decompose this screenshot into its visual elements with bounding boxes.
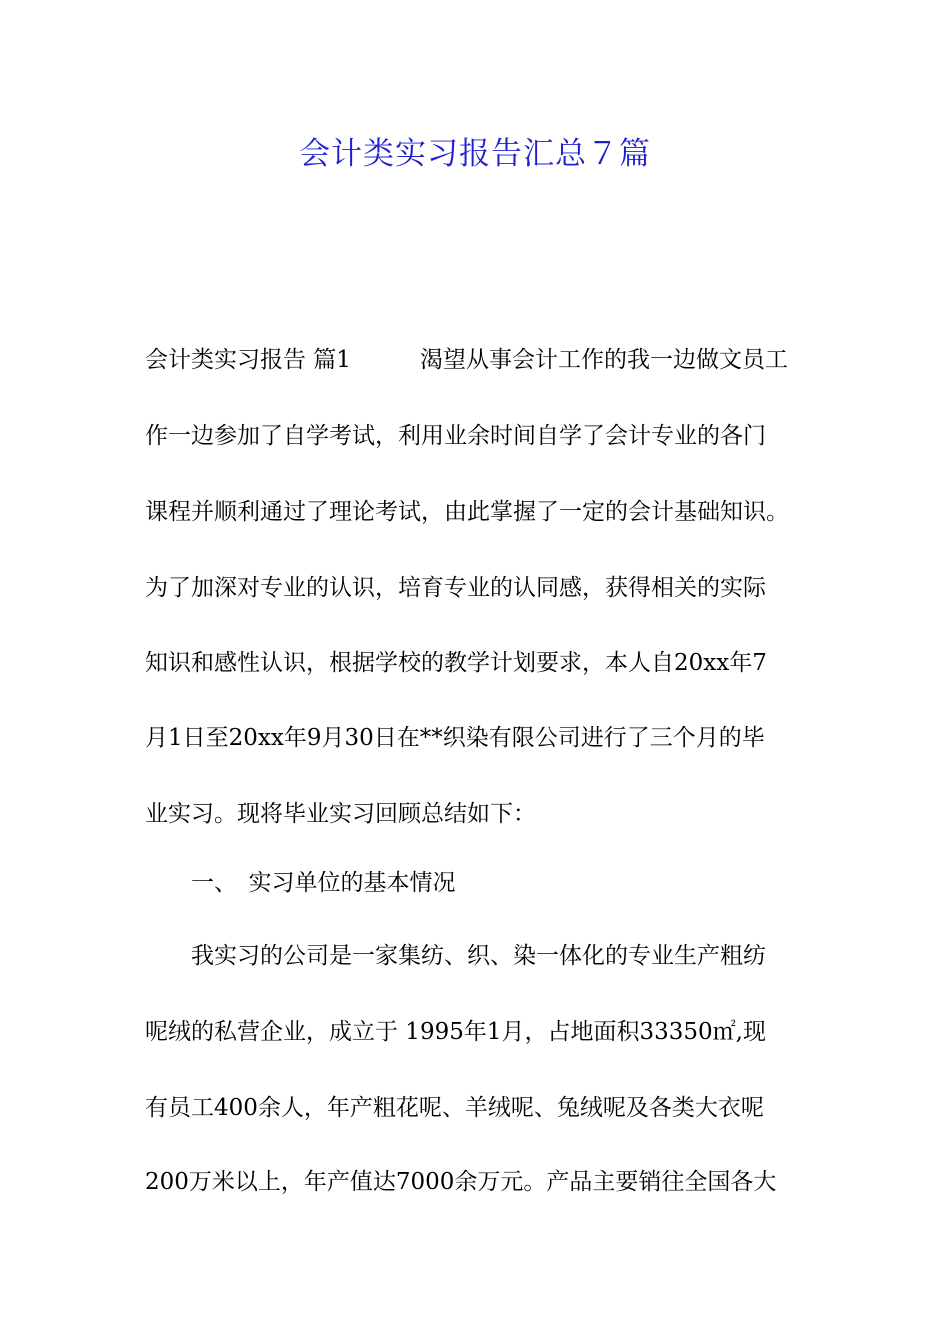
body-line: 月1日至20xx年9月30日在**织染有限公司进行了三个月的毕 [145, 725, 765, 751]
body-line: 作一边参加了自学考试，利用业余时间自学了会计专业的各门 [145, 423, 766, 449]
body-line: 课程并顺利通过了理论考试，由此掌握了一定的会计基础知识。 [145, 499, 789, 525]
body-line: 有员工400余人，年产粗花呢、羊绒呢、兔绒呢及各类大衣呢 [145, 1095, 764, 1121]
body-line: 我实习的公司是一家集纺、织、染一体化的专业生产粗纺 [145, 943, 766, 969]
body-line: 200万米以上，年产值达7000余万元。产品主要销往全国各大 [145, 1169, 777, 1195]
body-line: 知识和感性认识，根据学校的教学计划要求，本人自20xx年7 [145, 650, 767, 676]
body-line: 会计类实习报告 篇1 渴望从事会计工作的我一边做文员工 [145, 347, 788, 373]
body-line: 呢绒的私营企业，成立于 1995年1月，占地面积33350㎡,现 [145, 1019, 766, 1045]
body-line: 业实习。现将毕业实习回顾总结如下： [145, 801, 536, 827]
section-heading: 一、 实习单位的基本情况 [145, 870, 456, 896]
body-line: 为了加深对专业的认识，培育专业的认同感，获得相关的实际 [145, 575, 766, 601]
document-title: 会计类实习报告汇总７篇 [299, 136, 651, 172]
